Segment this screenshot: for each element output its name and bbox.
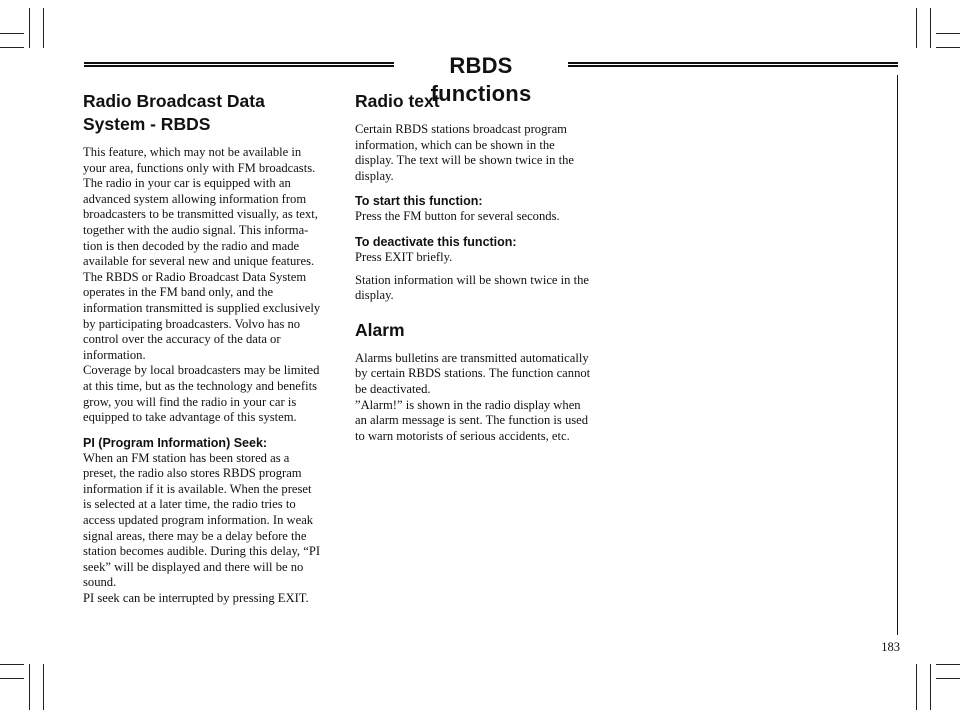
text-line: an alarm message is sent. The function is used — [355, 413, 589, 428]
text-line: sound. — [83, 575, 117, 590]
text-line: broadcasters to be transmitted visually, as text, — [83, 207, 318, 222]
crop-mark — [0, 47, 24, 48]
rbds-heading-line1: Radio Broadcast Data — [83, 91, 265, 111]
crop-mark — [0, 664, 24, 665]
crop-mark — [29, 8, 30, 48]
text-line: equipped to take advantage of this system. — [83, 410, 297, 425]
crop-mark — [916, 8, 917, 48]
text-line: Coverage by local broadcasters may be limited — [83, 363, 320, 378]
text-line: PI seek can be interrupted by pressing EXIT. — [83, 591, 309, 606]
crop-mark — [43, 664, 44, 710]
crop-mark — [29, 664, 30, 710]
rbds-heading-line2: System - RBDS — [83, 114, 211, 134]
text-line: The RBDS or Radio Broadcast Data System — [83, 269, 307, 284]
radio-text-paragraph — [355, 122, 610, 184]
text-line: information. — [83, 347, 146, 362]
text-line: Alarms bulletins are transmitted automatically — [355, 350, 589, 365]
crop-mark — [936, 664, 960, 665]
text-line: signal areas, there may be a delay before the — [83, 528, 307, 543]
crop-mark — [936, 33, 960, 34]
crop-mark — [916, 664, 917, 710]
deactivate-function-heading: To deactivate this function: — [355, 234, 517, 249]
crop-mark — [43, 8, 44, 48]
crop-mark — [0, 33, 24, 34]
alarm-heading: Alarm — [355, 319, 405, 340]
crop-mark — [936, 47, 960, 48]
start-function-text: Press the FM button for several seconds. — [355, 209, 560, 224]
text-line: tion is then decoded by the radio and made — [83, 238, 300, 253]
text-line: by certain RBDS stations. The function cannot — [355, 366, 591, 381]
text-line: station becomes audible. During this delay, “PI — [83, 544, 321, 559]
text-line: control over the accuracy of the data or — [83, 332, 281, 347]
page-title: RBDS functions — [430, 53, 532, 106]
radio-text-heading: Radio text — [355, 91, 440, 111]
crop-mark — [930, 664, 931, 710]
rbds-heading — [83, 90, 345, 136]
pi-seek-heading: PI (Program Information) Seek: — [83, 435, 268, 450]
station-info-paragraph — [355, 273, 610, 304]
header-rule-left — [84, 62, 394, 67]
crop-mark — [0, 678, 24, 679]
text-line: information if it is available. When the preset — [83, 481, 312, 496]
text-line: available for several new and unique features. — [83, 254, 315, 269]
pi-seek-paragraph — [83, 451, 345, 607]
text-line: ”Alarm!” is shown in the radio display when — [355, 397, 581, 412]
crop-mark — [936, 678, 960, 679]
text-line: information transmitted is supplied exclusively — [83, 300, 321, 315]
text-line: This feature, which may not be available in — [83, 145, 302, 159]
text-line: display. — [355, 288, 394, 303]
text-line: your area, functions only with FM broadcasts. — [83, 160, 316, 175]
text-line: preset, the radio also stores RBDS program — [83, 466, 302, 481]
right-column — [355, 90, 610, 444]
text-line: is selected at a later time, the radio tries to — [83, 497, 296, 512]
right-margin-rule — [897, 75, 898, 635]
text-line: be deactivated. — [355, 381, 431, 396]
text-line: access updated program information. In weak — [83, 513, 314, 528]
rbds-intro-paragraph — [83, 145, 345, 426]
text-line: together with the audio signal. This informa- — [83, 222, 309, 237]
text-line: information, which can be shown in the — [355, 137, 555, 152]
text-line: at this time, but as the technology and benefits — [83, 378, 317, 393]
text-line: seek” will be displayed and there will be no — [83, 559, 304, 574]
text-line: advanced system allowing information from — [83, 191, 307, 206]
deactivate-function-text: Press EXIT briefly. — [355, 249, 453, 264]
crop-mark — [930, 8, 931, 48]
text-line: grow, you will find the radio in your car is — [83, 394, 297, 409]
text-line: Station information will be shown twice in the — [355, 272, 589, 287]
start-function-heading: To start this function: — [355, 194, 483, 209]
text-line: operates in the FM band only, and the — [83, 285, 274, 300]
alarm-paragraph — [355, 351, 610, 445]
left-column — [83, 90, 345, 607]
header-rule-right — [568, 62, 898, 67]
text-line: The radio in your car is equipped with an — [83, 176, 291, 191]
text-line: to warn motorists of serious accidents, etc. — [355, 428, 570, 443]
text-line: display. The text will be shown twice in the — [355, 153, 574, 168]
text-line: display. — [355, 168, 394, 183]
text-line: When an FM station has been stored as a — [83, 450, 290, 465]
page-number: 183 — [881, 640, 900, 654]
text-line: Certain RBDS stations broadcast program — [355, 122, 567, 136]
text-line: by participating broadcasters. Volvo has no — [83, 316, 301, 331]
